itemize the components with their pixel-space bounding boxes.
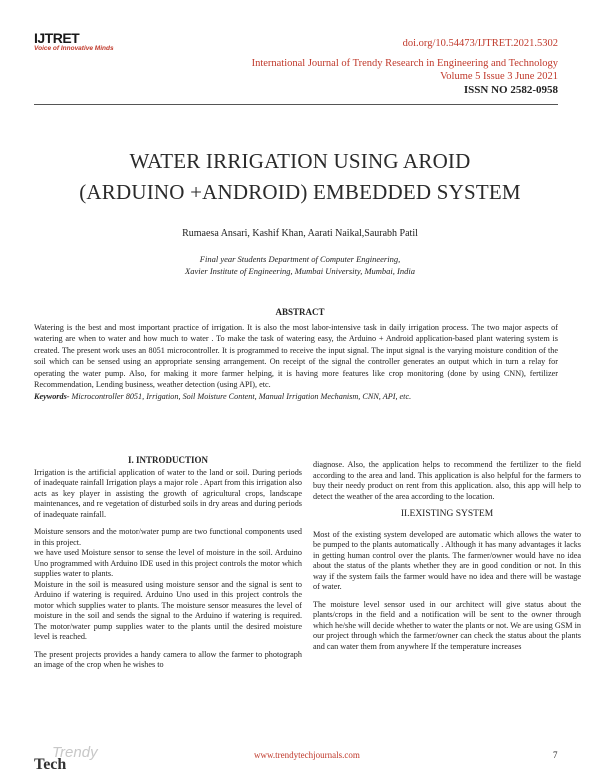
affiliation	[30, 253, 570, 277]
affiliation-line-2: Xavier Institute of Engineering, Mumbai University, Mumbai, India	[185, 266, 415, 276]
journal-name: International Journal of Trendy Research in Engineering and Technology	[251, 58, 558, 69]
journal-logo-tagline: Voice of Innovative Minds	[34, 45, 114, 52]
paragraph: The moisture level sensor used in our architect will give status about the plants/crops in the field and a notification will be sent to the owner through which he/she will decide whether to water the plants or not. We are using GSM in our project through which the farmer/owner can check the status about the plants and can water them from anywhere If the temperature increases	[313, 599, 581, 651]
paragraph: Moisture in the soil is measured using moisture sensor and the signal is sent to Arduino if watering is required. Arduino Uno used in this project controls the motor which supplies water to plants. The moisture sensor measures the level of moisture in the soil and sends the signal to the Arduino if watering is required. The motor/water pump supplies water to the plants until the desired moisture level is reached.	[34, 579, 302, 641]
doi-link[interactable]: doi.org/10.54473/IJTRET.2021.5302	[402, 38, 558, 49]
section-heading-introduction: I. INTRODUCTION	[127, 455, 208, 465]
title-line-1: WATER IRRIGATION USING AROID	[129, 149, 471, 173]
issn: ISSN NO 2582-0958	[463, 84, 558, 96]
paragraph: diagnose. Also, the application helps to recommend the fertilizer to the field according to the area and land. This application is also helpful for the farmers to buy their needy product on rent from this application. also, this app will help to detect the weather of the area according to the location.	[313, 460, 581, 501]
right-column	[313, 460, 581, 659]
keywords	[34, 391, 558, 402]
keywords-text: Microcontroller 8051, Irrigation, Soil Moisture Content, Manual Irrigation Mechanism, CNN, API, etc.	[69, 392, 412, 401]
paper-title	[30, 146, 570, 208]
affiliation-line-1: Final year Students Department of Computer Engineering,	[199, 254, 401, 264]
paragraph: Most of the existing system developed are automatic which allows the water to be pumped to the plants automatically . Although it has many advantages it lacks in getting human control over the plants. The farmer/owner would have no idea about the status of the plants whether they are in good condition or not. In this way if the system fails the farmer would have no idea and there will be wastage of water.	[313, 529, 581, 591]
abstract-text: Watering is the best and most important practice of irrigation. It is also the most labor-intensive task in daily irrigation process. The two major aspects of watering are when to water and how much to water . To make the task of watering easy, the Arduino + Android application-based plant watering system is created. The present work uses an 8051 microcontroller. It is programmed to receive the input signal. The input signal is the varying moisture condition of the soil which can be sensed using an appropriate sensing arrangement. On receipt of the signal the controller generates an output which in turn a relay for operating the water pump. Also, for making it more farmer helping, it is having more features like crop monitoring (done by using CNN), fertilizer Recommendation, Lending business, weather detection (using API), etc.	[34, 323, 558, 390]
keywords-label: Keywords-	[34, 392, 70, 401]
paragraph: Irrigation is the artificial application of water to the land or soil. During periods of inadequate rainfall Irrigation plays a major role . Apart from this irrigation also acts as key player in assisting the growth of agricultural crops, landscape maintenances, and re vegetation of disturbed soils in dry areas and during periods of inadequate rainfall.	[34, 467, 302, 519]
section-heading-existing-system: II.EXISTING SYSTEM	[400, 509, 494, 519]
journal-logo: IJTRET	[34, 30, 80, 46]
volume-issue: Volume 5 Issue 3 June 2021	[440, 71, 558, 82]
footer-logo-trendy: Trendy	[52, 744, 98, 761]
footer-logo-tech: Tech	[34, 756, 67, 773]
authors: Rumaesa Ansari, Kashif Khan, Aarati Naikal,Saurabh Patil	[182, 228, 418, 239]
page-number: 7	[553, 750, 558, 760]
paragraph: The present projects provides a handy camera to allow the farmer to photograph an image of the crop when he wishes to	[34, 649, 302, 669]
left-column	[34, 455, 302, 678]
paragraph: we have used Moisture sensor to sense the level of moisture in the soil. Arduino Uno programmed with Arduino IDE used in this project controls the motor which supplies water to plants.	[34, 548, 302, 578]
header-divider	[34, 104, 558, 105]
abstract-heading: ABSTRACT	[275, 307, 325, 317]
title-line-2: (ARDUINO +ANDROID) EMBEDDED SYSTEM	[79, 180, 521, 204]
footer-url-link[interactable]: www.trendytechjournals.com	[254, 750, 360, 760]
paragraph: Moisture sensors and the motor/water pump are two functional components used in this project.	[34, 527, 302, 547]
